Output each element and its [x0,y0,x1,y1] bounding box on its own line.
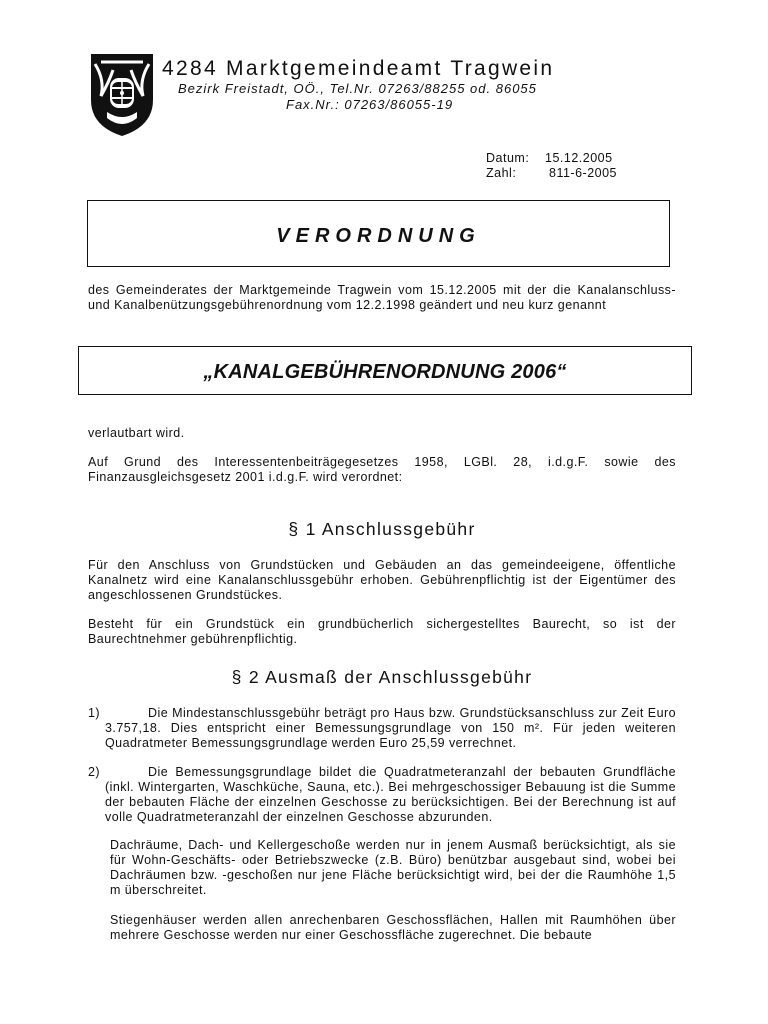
date-row [486,151,646,167]
reference-number-label: Zahl: [486,166,517,180]
reference-number-value: 811-6-2005 [549,166,618,180]
item-text: Die Bemessungsgrundlage bildet die Quadratmeteranzahl der bebauten Grundfläche (inkl. Wintergarten, Waschküche, Sauna, etc.). Bei mehrgeschossiger Bebauung ist die Summe der bebauten Fläche der einzelnen Geschosse zu berücksichtigen. Bei der Berechnung ist auf volle Quadratmeteranzahl der einzelnen Geschosse abzurunden. [105,765,676,824]
legal-basis-paragraph: Auf Grund des Interessentenbeiträgegesetzes 1958, LGBl. 28, i.d.g.F. sowie des Finanzausgleichsgesetz 2001 i.d.g.F. wird verordnet: [88,455,676,484]
intro-paragraph: des Gemeinderates der Marktgemeinde Tragwein vom 15.12.2005 mit der die Kanalanschluss- und Kanalbenützungsgebührenordnung vom 12.2.1998 geändert und neu kurz genannt [88,283,676,312]
ordinance-name: „KANALGEBÜHRENORDNUNG 2006“ [203,361,567,383]
item-text: Die Mindestanschlussgebühr beträgt pro Haus bzw. Grundstücksanschluss zur Zeit Euro 3.757,18. Dies entspricht einer Bemessungsgrundlage von 150 m². Für jeden weiteren Quadratmeter Bemessungsgrundlage werden Euro 25,59 verrechnet. [105,706,676,750]
item-number: 1) [88,706,101,720]
section-1-paragraph-2: Besteht für ein Grundstück ein grundbücherlich sichergestelltes Baurecht, so ist der Baurechtnehmer gebührenpflichtig. [88,617,676,646]
numbered-item-2 [88,765,676,825]
district-phone-line: Bezirk Freistadt, OÖ., Tel.Nr. 07263/88255 od. 86055 [178,81,537,96]
section-1-paragraph-1: Für den Anschluss von Grundstücken und Gebäuden an das gemeindeeigene, öffentliche Kanalnetz wird eine Kanalanschlussgebühr erhoben. Gebührenpflichtig ist der Eigentümer des angeschlossenen Grundstückes. [88,558,676,602]
document-title: VERORDNUNG [276,225,481,247]
reference-number-row [486,166,646,182]
ordinance-name-box [78,346,692,395]
item-2-subparagraph-2: Stiegenhäuser werden allen anrechenbaren Geschossflächen, Hallen mit Raumhöhen über mehrere Geschosse werden nur einer Geschossfläche zugerechnet. Die bebaute [110,913,676,942]
coat-of-arms-icon [89,52,155,138]
fax-line: Fax.Nr.: 07263/86055-19 [286,97,454,112]
organization-name: 4284 Marktgemeindeamt Tragwein [162,57,555,80]
section-1-heading: § 1 Anschlussgebühr [288,519,476,539]
section-2-heading: § 2 Ausmaß der Anschlussgebühr [231,667,533,687]
title-box [87,200,670,267]
announced-line: verlautbart wird. [88,426,185,440]
numbered-item-1 [88,706,676,751]
date-label: Datum: [486,151,530,165]
item-number: 2) [88,765,101,779]
date-value: 15.12.2005 [545,151,613,165]
item-2-subparagraph-1: Dachräume, Dach- und Kellergeschoße werden nur in jenem Ausmaß berücksichtigt, als sie für Wohn-Geschäfts- oder Betriebszwecke (z.B. Büro) benützbar ausgebaut sind, wobei bei Dachräumen bzw. -geschoßen nur jene Fläche berücksichtigt wird, bei der die Raumhöhe 1,5 m überschreitet. [110,838,676,897]
